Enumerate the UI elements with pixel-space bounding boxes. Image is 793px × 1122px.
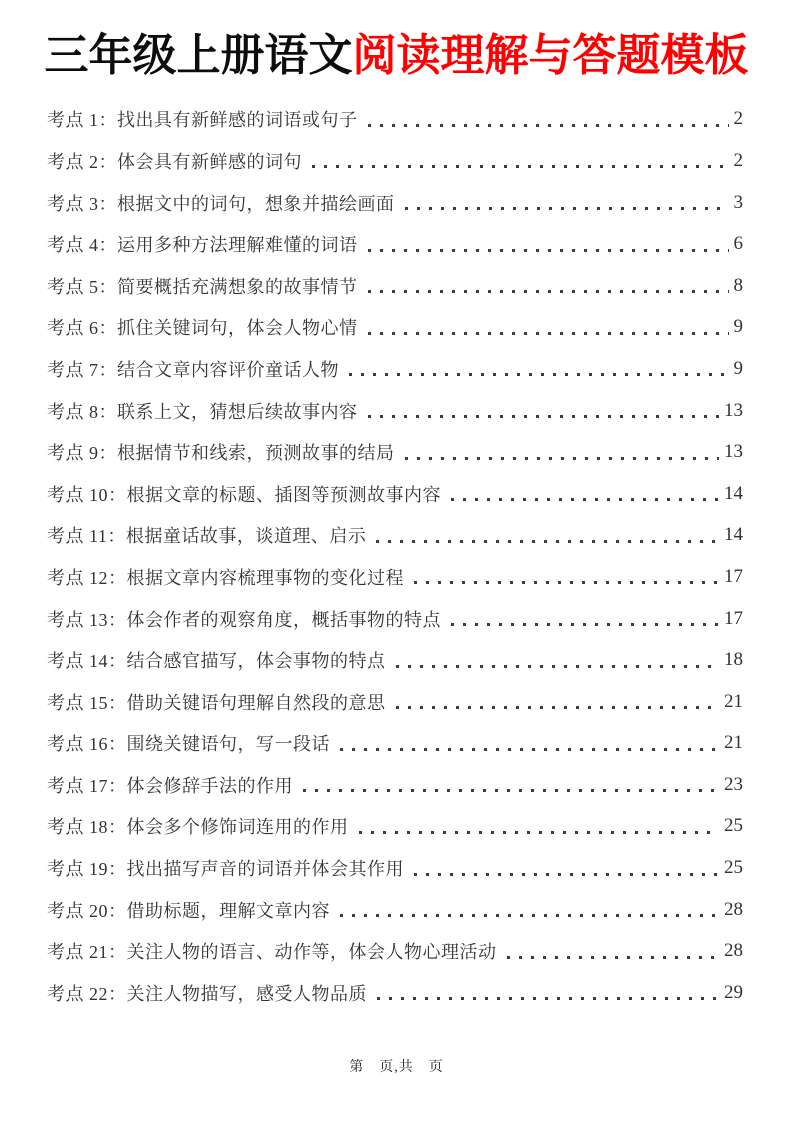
table-of-contents	[47, 99, 743, 1014]
toc-entry	[47, 307, 743, 349]
dot-leader	[405, 457, 720, 460]
toc-entry	[47, 764, 743, 806]
toc-entry-page-number: 21	[724, 732, 743, 754]
toc-entry-label: 考点 10：根据文章的标题、插图等预测故事内容	[47, 484, 441, 505]
dot-leader	[303, 789, 719, 792]
toc-entry-label: 考点 15：借助关键语句理解自然段的意思	[47, 692, 386, 713]
dot-leader	[368, 415, 720, 418]
dot-leader	[368, 249, 729, 252]
toc-entry-page-number: 8	[733, 274, 743, 296]
toc-entry-page-number: 2	[733, 149, 743, 171]
toc-entry-page-number: 13	[724, 441, 743, 463]
toc-entry	[47, 847, 743, 889]
toc-entry	[47, 556, 743, 598]
dot-leader	[451, 623, 719, 626]
toc-entry-label: 考点 3：根据文中的词句，想象并描绘画面	[47, 193, 395, 214]
toc-entry-label: 考点 7：结合文章内容评价童话人物	[47, 359, 339, 380]
toc-entry	[47, 140, 743, 182]
dot-leader	[340, 914, 719, 917]
dot-leader	[340, 748, 719, 751]
toc-entry-page-number: 2	[733, 108, 743, 130]
toc-entry	[47, 639, 743, 681]
dot-leader	[359, 831, 720, 834]
toc-entry-label: 考点 12：根据文章内容梳理事物的变化过程	[47, 567, 404, 588]
toc-entry	[47, 889, 743, 931]
toc-entry	[47, 806, 743, 848]
toc-entry-page-number: 29	[724, 981, 743, 1003]
toc-entry-label: 考点 2：体会具有新鲜感的词句	[47, 151, 302, 172]
toc-entry	[47, 473, 743, 515]
toc-entry	[47, 182, 743, 224]
toc-entry-label: 考点 20：借助标题，理解文章内容	[47, 900, 330, 921]
toc-entry-label: 考点 6：抓住关键词句，体会人物心情	[47, 318, 358, 339]
toc-entry-label: 考点 16：围绕关键语句，写一段话	[47, 734, 330, 755]
toc-entry-page-number: 23	[724, 773, 743, 795]
toc-entry	[47, 431, 743, 473]
toc-entry-label: 考点 17：体会修辞手法的作用	[47, 775, 293, 796]
toc-entry-page-number: 9	[733, 357, 743, 379]
toc-entry-page-number: 9	[733, 316, 743, 338]
toc-entry	[47, 348, 743, 390]
dot-leader	[396, 706, 720, 709]
dot-leader	[451, 498, 719, 501]
toc-entry-label: 考点 8：联系上文，猜想后续故事内容	[47, 401, 358, 422]
toc-entry-page-number: 6	[733, 233, 743, 255]
toc-entry-page-number: 18	[724, 649, 743, 671]
dot-leader	[414, 873, 719, 876]
title-course-part: 三年级上册语文	[44, 31, 353, 80]
toc-entry-page-number: 3	[733, 191, 743, 213]
dot-leader	[405, 207, 729, 210]
toc-entry-page-number: 25	[724, 857, 743, 879]
dot-leader	[377, 997, 719, 1000]
toc-entry-label: 考点 22：关注人物描写，感受人物品质	[47, 983, 367, 1004]
toc-entry	[47, 265, 743, 307]
dot-leader	[507, 956, 720, 959]
dot-leader	[376, 540, 719, 543]
toc-entry-page-number: 14	[724, 482, 743, 504]
toc-entry	[47, 681, 743, 723]
toc-entry-label: 考点 1：找出具有新鲜感的词语或句子	[47, 110, 358, 131]
toc-entry	[47, 223, 743, 265]
toc-entry-label: 考点 4：运用多种方法理解难懂的词语	[47, 235, 358, 256]
toc-entry-label: 考点 5：简要概括充满想象的故事情节	[47, 276, 358, 297]
toc-entry-label: 考点 9：根据情节和线索，预测故事的结局	[47, 443, 395, 464]
toc-entry	[47, 99, 743, 141]
dot-leader	[414, 581, 719, 584]
toc-entry	[47, 515, 743, 557]
toc-entry-label: 考点 14：结合感官描写，体会事物的特点	[47, 651, 386, 672]
toc-entry-page-number: 13	[724, 399, 743, 421]
toc-entry-page-number: 17	[724, 607, 743, 629]
toc-entry-page-number: 28	[724, 898, 743, 920]
toc-entry-label: 考点 18：体会多个修饰词连用的作用	[47, 817, 349, 838]
dot-leader	[396, 665, 720, 668]
title-topic-part: 阅读理解与答题模板	[352, 31, 749, 80]
toc-entry	[47, 598, 743, 640]
toc-entry	[47, 390, 743, 432]
toc-entry-page-number: 14	[724, 524, 743, 546]
toc-entry-label: 考点 21：关注人物的语言、动作等，体会人物心理活动	[47, 942, 497, 963]
toc-entry-page-number: 21	[724, 690, 743, 712]
toc-entry-label: 考点 19：找出描写声音的词语并体会其作用	[47, 859, 404, 880]
toc-entry-page-number: 25	[724, 815, 743, 837]
toc-entry-label: 考点 13：体会作者的观察角度，概括事物的特点	[47, 609, 441, 630]
toc-entry-page-number: 28	[724, 940, 743, 962]
toc-entry	[47, 930, 743, 972]
toc-entry	[47, 723, 743, 765]
page-footer: 第 页,共 页	[349, 1060, 444, 1075]
dot-leader	[349, 373, 729, 376]
dot-leader	[368, 124, 729, 127]
dot-leader	[312, 165, 729, 168]
dot-leader	[368, 290, 729, 293]
toc-entry	[47, 972, 743, 1014]
page-title	[0, 0, 793, 82]
toc-entry-label: 考点 11：根据童话故事，谈道理、启示	[47, 526, 367, 547]
toc-entry-page-number: 17	[724, 565, 743, 587]
dot-leader	[368, 332, 729, 335]
